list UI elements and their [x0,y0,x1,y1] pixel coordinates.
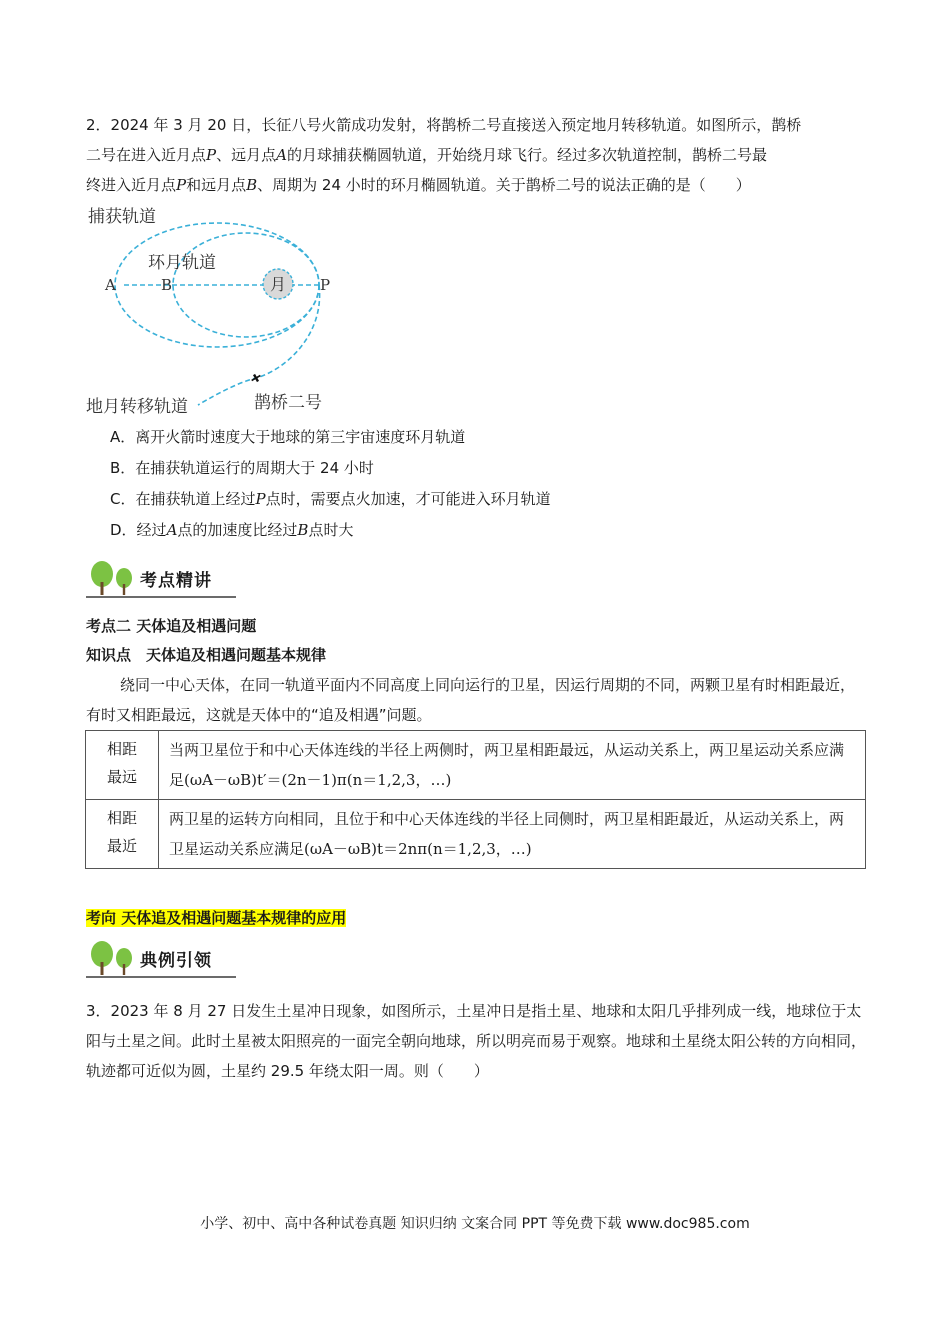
banner-kaodian-title: 考点精讲 [140,571,212,591]
point-a-label: A [105,276,116,294]
footer-text: 小学、初中、高中各种试卷真题 知识归纳 文案合同 PPT 等免费下载 www.doc985.com [200,1216,750,1232]
point-b-label: B [161,276,173,294]
row-head-nearest: 相距 最近 [86,800,159,869]
q2-line-3: 终进入近月点P和远月点B、周期为 24 小时的环月椭圆轨道。关于鹊桥二号的说法正确的是（ ） [86,176,751,194]
banner-kaodian-rule [86,596,236,598]
rule-table [85,730,866,869]
row-body-farthest: 当两卫星位于和中心天体连线的半径上两侧时，两卫星相距最远，从运动关系上，两卫星运动关系应满足(ωA－ωB)t′＝(2n－1)π(n＝1,2,3，…) [159,731,866,800]
option-d: D．经过A点的加速度比经过B点时大 [110,521,354,539]
option-b: B．在捕获轨道运行的周期大于 24 小时 [110,459,374,477]
probe-icon [250,372,263,384]
kaodian-heading: 考点二 天体追及相遇问题 [86,617,257,635]
formula-farthest: (ωA－ωB)t′＝(2n－1)π(n＝1,2,3，…) [184,771,452,789]
banner-dianli [86,940,236,980]
banner-kaodian [86,560,236,600]
probe-label: 鹊桥二号 [254,393,322,413]
banner-dianli-rule [86,976,236,978]
option-c: C．在捕获轨道上经过P点时，需要点火加速，才可能进入环月轨道 [110,490,551,508]
table-row [86,800,866,869]
q2-line-1: 2．2024 年 3 月 20 日，长征八号火箭成功发射，将鹊桥二号直接送入预定地月转移轨道。如图所示，鹊桥 [86,116,802,134]
orbit-diagram [80,200,360,420]
q2-line-2: 二号在进入近月点P、远月点A的月球捕获椭圆轨道，开始绕月球飞行。经过多次轨道控制，鹊桥二号最 [86,146,767,164]
q3-paragraph: 3．2023 年 8 月 27 日发生土星冲日现象，如图所示，土星冲日是指土星、地球和太阳几乎排列成一线，地球位于太阳与土星之间。此时土星被太阳照亮的一面完全朝向地球，所以明亮而易于观察。地球和土星绕太阳公转的方向相同，轨迹都可近似为圆，土星约 29.5 年绕太阳一周。则（ ） [86,1002,867,1080]
tree-icon [88,940,138,978]
transfer-orbit-label: 地月转移轨道 [86,397,188,417]
row-head-farthest: 相距 最远 [86,731,159,800]
option-a: A．离开火箭时速度大于地球的第三宇宙速度环月轨道 [110,428,466,446]
row-body-nearest: 两卫星的运转方向相同，且位于和中心天体连线的半径上同侧时，两卫星相距最近，从运动关系上，两卫星运动关系应满足(ωA－ωB)t＝2nπ(n＝1,2,3，…) [159,800,866,869]
capture-orbit-label: 捕获轨道 [88,207,156,227]
lunar-orbit-label: 环月轨道 [148,253,216,273]
transfer-orbit-path [198,285,320,405]
table-row [86,731,866,800]
formula-nearest: (ωA－ωB)t＝2nπ(n＝1,2,3，…) [304,840,532,858]
moon-label: 月 [269,275,287,294]
intro-paragraph: 绕同一中心天体，在同一轨道平面内不同高度上同向运行的卫星，因运行周期的不同，两颗卫星有时相距最近，有时又相距最远，这就是天体中的“追及相遇”问题。 [86,676,856,724]
point-p-label: P [320,276,331,294]
tree-icon [88,560,138,598]
kaoxiang-heading: 考向 天体追及相遇问题基本规律的应用 [86,909,347,927]
zhishi-heading: 知识点 天体追及相遇问题基本规律 [86,646,327,664]
banner-dianli-title: 典例引领 [140,951,212,971]
